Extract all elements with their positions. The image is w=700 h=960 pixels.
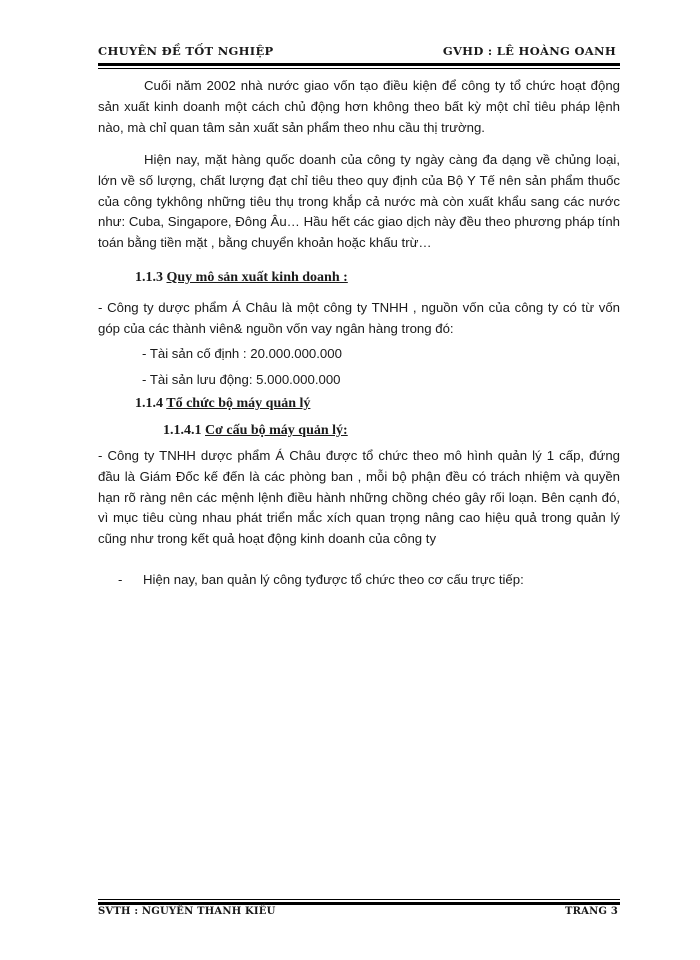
bullet-text: Hiện nay, ban quản lý công tyđược tổ chức theo cơ cấu trực tiếp: (143, 572, 524, 587)
section-title: Quy mô sản xuất kinh doanh : (166, 270, 348, 285)
page-header (98, 42, 618, 64)
section-number: 1.1.3 (135, 270, 163, 285)
footer-rule-thin (98, 899, 620, 900)
paragraph-1: Cuối năm 2002 nhà nước giao vốn tạo điều kiện để công ty tổ chức hoạt động sản xuất kinh doanh một cách chủ động hơn không theo bất kỳ một chỉ tiêu pháp lệnh nào, mà chỉ quan tâm sản xuất sản phẩm theo nhu cầu thị trường. (98, 78, 620, 135)
page-footer (98, 906, 620, 926)
page-number: TRANG 3 (564, 906, 618, 917)
header-title: CHUYÊN ĐỀ TỐT NGHIỆP (98, 44, 274, 58)
section-heading-1-1-4 (135, 396, 310, 412)
footer-author: SVTH : NGUYỄN THANH KIỀU (98, 906, 276, 917)
section-heading-1-1-3 (135, 270, 348, 286)
bullet-dash: - (118, 572, 123, 587)
section-title: Tổ chức bộ máy quản lý (166, 396, 311, 411)
footer-rule-thick (98, 902, 620, 905)
list-item-fixed-assets: - Tài sản cố định : 20.000.000.000 (142, 346, 342, 361)
header-supervisor: GVHD : LÊ HOÀNG OANH (442, 44, 616, 58)
header-rule-thin (98, 68, 620, 69)
header-rule-thick (98, 63, 620, 66)
paragraph-2: Hiện nay, mặt hàng quốc doanh của công ty ngày càng đa dạng về chủng loại, lớn về số lượng, chất lượng đạt chỉ tiêu theo quy định của Bộ Y Tế nên sản phẩm thuốc của công tykhông những tiêu thụ trong khắp cả nước mà còn xuất khẩu sang các nước như: Cuba, Singapore, Đông Âu… Hầu hết các giao dịch này đều theo phương pháp tính toán bằng tiền mặt , bằng chuyển khoản hoặc khấu trừ… (98, 152, 620, 251)
section-number: 1.1.4.1 (163, 423, 202, 438)
section-heading-1-1-4-1 (163, 423, 348, 439)
section-title: Cơ cấu bộ máy quản lý: (205, 423, 348, 438)
section-1-1-3-intro: - Công ty dược phẩm Á Châu là một công ty TNHH , nguồn vốn của công ty có từ vốn góp của các thành viên& nguồn vốn vay ngân hàng trong đó: (98, 300, 620, 336)
list-item-current-assets: - Tài sản lưu động: 5.000.000.000 (142, 372, 341, 387)
section-1-1-4-1-body: - Công ty TNHH dược phẩm Á Châu được tổ chức theo mô hình quản lý 1 cấp, đứng đầu là Giám Đốc kế đến là các phòng ban , mỗi bộ phận đều có trách nhiệm và quyền hạn rõ ràng nên các mệnh lệnh điều hành những chồng chéo gây rối loạn. Bên cạnh đó, vì mục tiêu cùng nhau phát triển mắc xích quan trọng nâng cao hiệu quả trong quản lý cũng như trong kết quả hoạt động kinh doanh của công ty (98, 448, 620, 547)
section-number: 1.1.4 (135, 396, 163, 411)
